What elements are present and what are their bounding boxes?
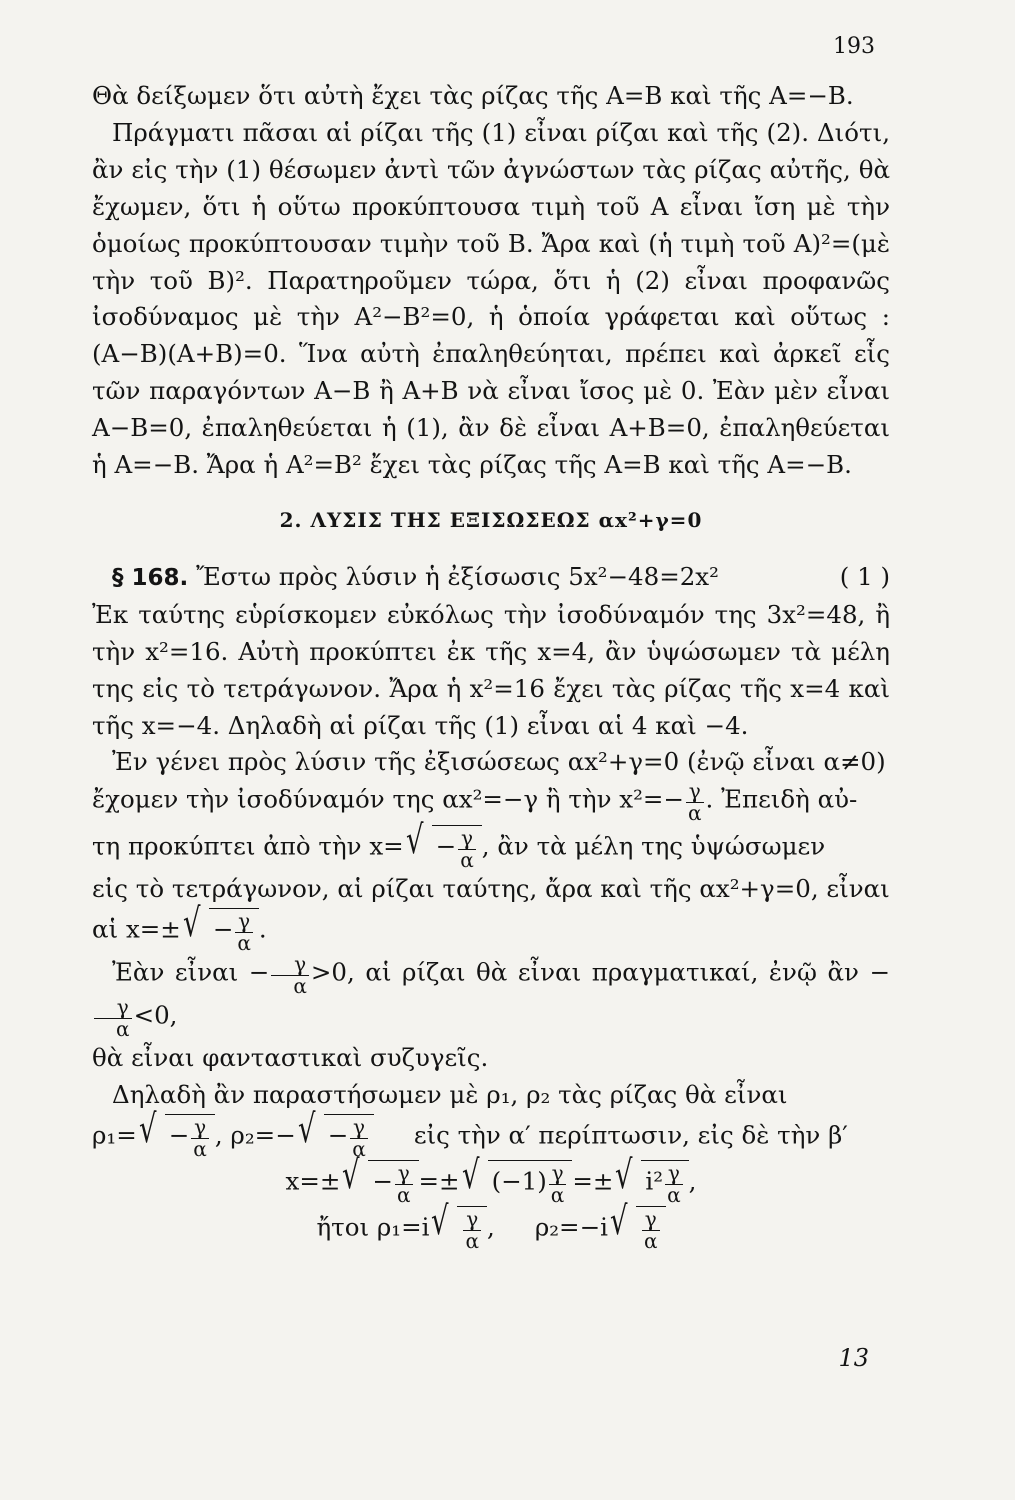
denominator: α: [460, 847, 474, 872]
fraction: [686, 781, 704, 824]
denominator: α: [396, 1183, 411, 1208]
text-run: ρ₂=−i: [534, 1212, 608, 1242]
paragraph: Πράγματι πᾶσαι αἱ ρίζαι τῆς (1) εἶναι ρίζαι καὶ τῆς (2). Διότι, ἂν εἰς τὴν (1) θέσωμεν ἀντὶ τῶν ἀγνώστων τὰς ρίζας αὐτῆς, θὰ ἔχωμεν, ὅτι ἡ οὕτω προκύπτουσα τιμὴ τοῦ A εἶναι ἴση μὲ τὴν ὁμοίως προκύπτουσαν τιμὴν τοῦ B. Ἄρα καὶ (ἡ τιμὴ τοῦ A)²=(μὲ τὴν τοῦ B)². Παρατηροῦμεν τώρα, ὅτι ἡ (2) εἶναι προφανῶς ἰσοδύναμος μὲ τὴν A²−B²=0, ἡ ὁποία γράφεται καὶ οὕτως : (A−B)(A+B)=0. Ἵνα αὐτὴ ἐπαληθεύηται, πρέπει καὶ ἀρκεῖ εἷς τῶν παραγόντων A−B ἢ A+B νὰ εἶναι ἴσος μὲ 0. Ἐὰν μὲν εἶναι A−B=0, ἐπαληθεύεται ἡ (1), ἂν δὲ εἶναι A+B=0, ἐπαληθεύεται ἡ A=−B. Ἄρα ἡ A²=B² ἔχει τὰς ρίζας τῆς A=B καὶ τῆς A=−B.: [92, 117, 890, 480]
radical: [461, 1153, 573, 1208]
general-line: [92, 781, 890, 824]
radical: [431, 1199, 487, 1254]
radical-sign: √: [138, 1106, 157, 1152]
denominator: α: [643, 1229, 658, 1254]
radical-sign: √: [431, 1199, 449, 1245]
roots-line: [92, 1153, 890, 1208]
minus-sign: −: [372, 1166, 393, 1196]
fraction: [642, 1209, 660, 1252]
radical: [342, 1153, 418, 1208]
minus-sign: −: [435, 831, 457, 861]
text-run: , ρ₂=−: [214, 1120, 296, 1150]
page-number: 193: [833, 34, 875, 59]
numerator: γ: [350, 1117, 368, 1139]
numerator: γ: [395, 1163, 413, 1185]
numerator: γ: [458, 828, 476, 850]
roots-line: [92, 1199, 890, 1254]
text-run: ,: [688, 1166, 697, 1196]
roots-intro: Δηλαδὴ ἂν παραστήσωμεν μὲ ρ₁, ρ₂ τὰς ρίζας θὰ εἶναι: [112, 1080, 788, 1110]
denominator: α: [667, 1183, 681, 1208]
text-run: , ἂν τὰ μέλη της ὑψώσωμεν: [481, 831, 826, 861]
fraction: [235, 908, 253, 955]
numerator: γ: [686, 781, 704, 803]
fraction: [94, 994, 132, 1042]
denominator: α: [116, 1017, 130, 1042]
numerator: γ: [463, 1209, 481, 1231]
radical: [182, 900, 259, 955]
radical: [405, 817, 482, 872]
text-run: Ἐὰν εἶναι −: [112, 957, 270, 987]
numerator: γ: [642, 1209, 660, 1231]
general-line: [92, 817, 890, 872]
text-run: =±: [572, 1166, 614, 1196]
section-intro: [92, 559, 890, 597]
numerator: γ: [549, 1163, 567, 1185]
fraction: [463, 1209, 481, 1252]
text-run: ἔχομεν τὴν ἰσοδύναμόν της αx²=−γ ἢ τὴν x²=−: [92, 784, 684, 814]
condition-line: [92, 951, 890, 1042]
general-line: εἰς τὸ τετράγωνον, αἱ ρίζαι ταύτης, ἄρα καὶ τῆς αx²+γ=0, εἶναι: [92, 873, 890, 903]
radical-sign: √: [342, 1153, 360, 1199]
text-run: x=±: [285, 1166, 341, 1196]
text-run: ,: [487, 1212, 495, 1242]
paragraph: Θὰ δείξωμεν ὅτι αὐτὴ ἔχει τὰς ρίζας τῆς A=B καὶ τῆς A=−B.: [92, 81, 854, 110]
text-run: τη προκύπτει ἀπὸ τὴν x=: [92, 831, 404, 861]
minus-sign: −: [327, 1120, 349, 1150]
fraction: [665, 1163, 683, 1206]
fraction: [395, 1163, 413, 1206]
text-run: .: [258, 914, 267, 944]
denominator: α: [193, 1137, 207, 1162]
text-run: αἱ x=±: [92, 914, 181, 944]
radical-sign: √: [297, 1106, 316, 1152]
radical-sign: √: [609, 1199, 628, 1245]
text-run: . Ἐπειδὴ αὐ-: [705, 784, 858, 814]
signature-mark: 13: [838, 1344, 869, 1372]
text-run: (−1): [491, 1166, 547, 1196]
text-run: <0,: [133, 1000, 178, 1030]
general-line: Ἐν γένει πρὸς λύσιν τῆς ἐξισώσεως αx²+γ=0 (ἐνῷ εἶναι α≠0): [112, 747, 886, 777]
general-line: [92, 900, 890, 955]
radical: [297, 1106, 374, 1162]
fraction: [458, 825, 476, 872]
condition-line: θὰ εἶναι φανταστικαὶ συζυγεῖς.: [92, 1043, 489, 1073]
denominator: α: [687, 801, 702, 826]
text-run: εἰς τὴν α′ περίπτωσιν, εἰς δὲ τὴν β′: [413, 1120, 848, 1150]
numerator: γ: [94, 997, 132, 1019]
denominator: α: [237, 930, 251, 955]
fraction: [271, 951, 309, 998]
radical-sign: √: [405, 817, 424, 863]
denominator: α: [293, 973, 307, 998]
text-run: =±: [418, 1166, 460, 1196]
denominator: α: [352, 1137, 366, 1162]
radical: [138, 1106, 215, 1162]
text-run: >0, αἱ ρίζαι θὰ εἶναι πραγματικαί, ἐνῷ ἂν −: [310, 957, 890, 987]
paragraph: Ἐκ ταύτης εὑρίσκομεν εὐκόλως τὴν ἰσοδύναμόν της 3x²=48, ἢ τὴν x²=16. Αὐτὴ προκύπτει ἐκ τῆς x=4, ἂν ὑψώσωμεν τὰ μέλη της εἰς τὸ τετράγωνον. Ἄρα ἡ x²=16 ἔχει τὰς ρίζας τῆς x=4 καὶ τῆς x=−4. Δηλαδὴ αἱ ρίζαι τῆς (1) εἶναι αἱ 4 καὶ −4.: [92, 599, 890, 740]
text-run: i²: [645, 1166, 664, 1196]
radical-sign: √: [615, 1153, 633, 1199]
numerator: γ: [665, 1163, 683, 1185]
text-run: ρ₁=: [92, 1120, 137, 1150]
fraction: [191, 1114, 209, 1162]
section-intro-text: Ἔστω πρὸς λύσιν ἡ ἐξίσωσις 5x²−48=2x²: [196, 561, 719, 591]
denominator: α: [465, 1229, 480, 1254]
numerator: γ: [271, 954, 309, 976]
equation-label: ( 1 ): [839, 561, 890, 591]
fraction: [549, 1163, 567, 1206]
section-heading: 2. ΛΥΣΙΣ ΤΗΣ ΕΞΙΣΩΣΕΩΣ αx²+γ=0: [279, 507, 703, 532]
minus-sign: −: [212, 914, 234, 944]
radical-sign: √: [182, 900, 201, 946]
numerator: γ: [191, 1117, 209, 1139]
minus-sign: −: [168, 1120, 190, 1150]
radical-sign: √: [461, 1153, 480, 1199]
denominator: α: [550, 1183, 565, 1208]
numerator: γ: [235, 911, 253, 933]
roots-line: [92, 1106, 890, 1162]
text-run: ἤτοι ρ₁=i: [316, 1212, 430, 1242]
section-number: § 168.: [112, 564, 189, 591]
page-text: [92, 78, 890, 1253]
radical: [609, 1199, 666, 1254]
